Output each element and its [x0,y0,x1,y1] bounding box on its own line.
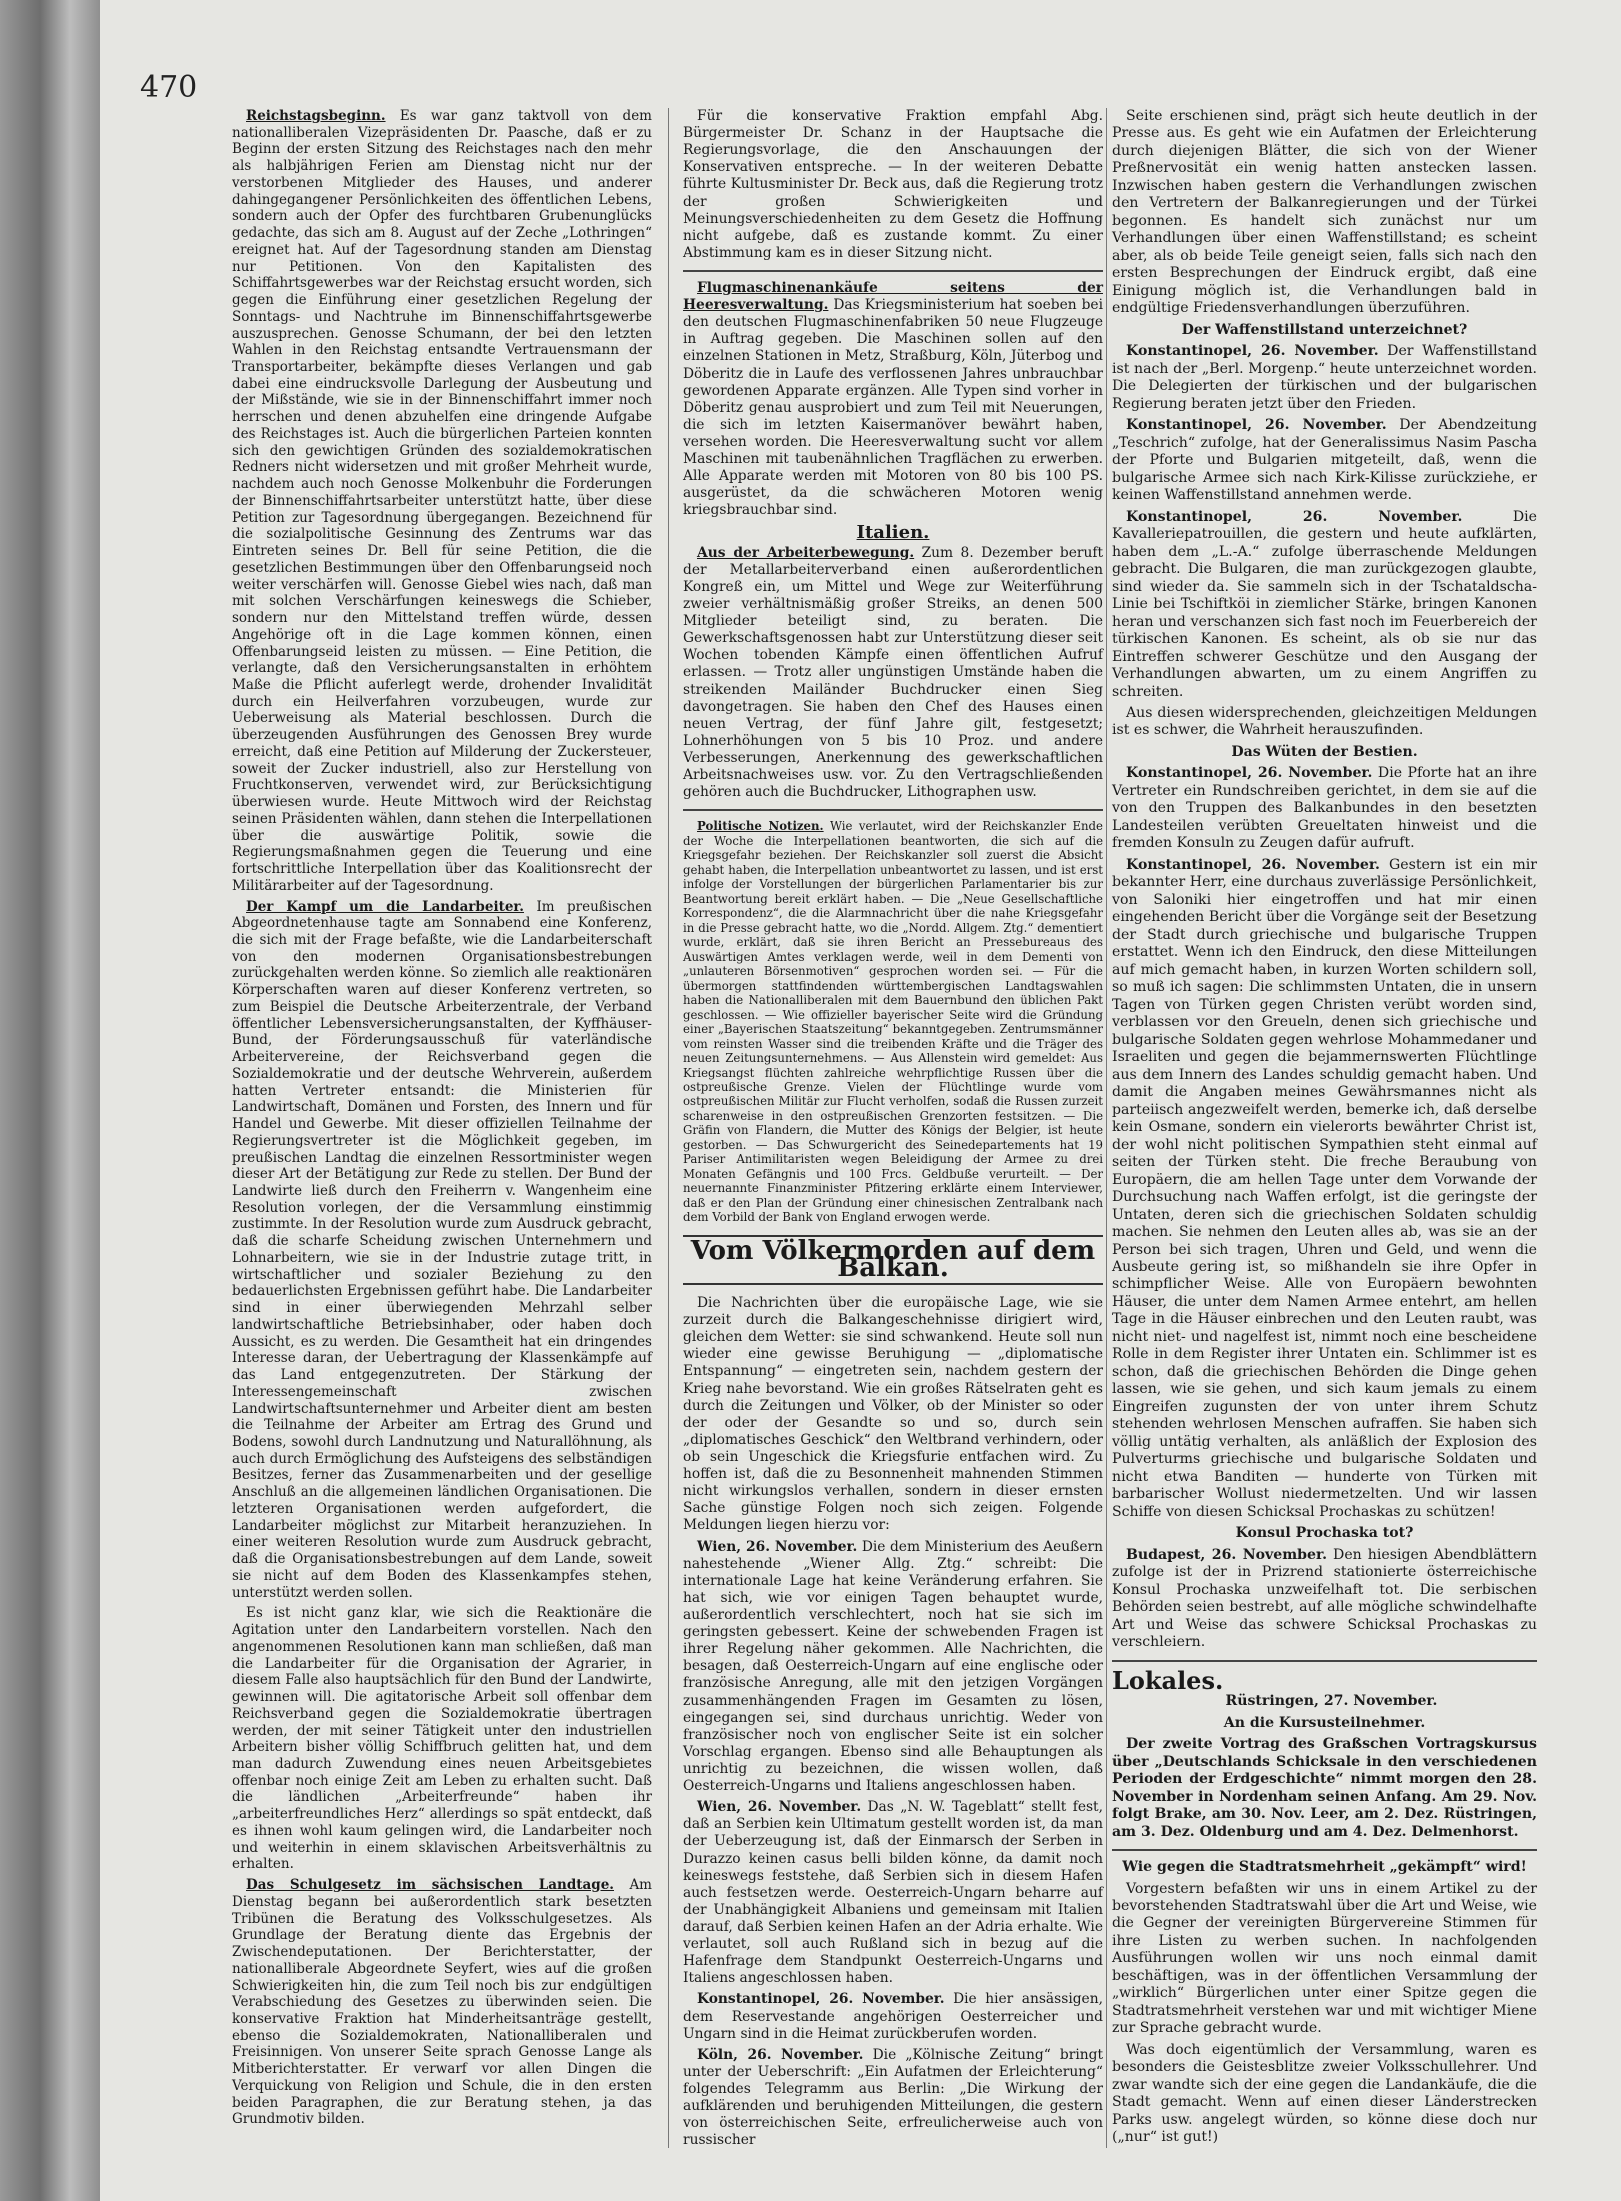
article-italien [683,545,1103,802]
article-lead: Aus der Arbeiterbewegung. [697,544,915,561]
dispatch-dateline: Konstantinopel, 26. November. [1126,856,1380,873]
article-landarbeiter-2 [232,1605,652,1873]
article-text: Es war ganz taktvoll von dem nationalliberalen Vizepräsidenten Dr. Paasche, daß er zu Beginn der ersten Sitzung des Reichstages nach den mehr als halbjährigen Ferien am Dienstag nicht nur der verstorbenen Mitglieder des Hauses, und anderer dahingegangener Persönlichkeiten des öffentlichen Lebens, sondern auch der Opfer des furchtbaren Grubenunglücks gedachte, das sich am 8. August auf der Zeche „Lothringen“ ereignet hat. Auf der Tagesordnung standen am Dienstag nur Petitionen. Von den Kapitalisten des Schiffahrtsgewerbes war der Reichstag ersucht worden, sich gegen die Einführung einer gesetzlichen Regelung der Sonntags- und Nachtruhe im Binnenschiffahrtsgewerbe auszusprechen. Genosse Schumann, der bei den letzten Wahlen in den Reichstag entsandte Vertrauensmann der Transportarbeiter, bekämpfte dieses Verlangen und gab dabei eine eindrucksvolle Darlegung der Ausbeutung und der Mißstände, wie sie in der Binnenschiffahrt immer noch herrschen und denen abzuhelfen eine dringende Aufgabe des Reichstages ist. Auch die bürgerlichen Parteien konnten sich den gewichtigen Gründen des sozialdemokratischen Redners nicht widersetzen und mit großer Mehrheit wurde, nachdem auch noch Genosse Molkenbuhr die Forderungen der Binnenschiffahrtsarbeiter unterstützt hatte, über diese Petition zur Tagesordnung übergegangen. Bezeichnend für die sozialpolitische Gesinnung des Zentrums war das Eintreten seines Dr. Bell für seine Petition, die die gesetzlichen Bestimmungen über den Offenbarungseid noch weiter verschärfen will. Genosse Giebel wies nach, daß man mit solchen Verschärfungen keineswegs die Schieber, sondern nur den Mittelstand treffen würde, dessen Angehörige oft in die Lage kommen können, einen Offenbarungseid leisten zu müssen. — Eine Petition, die verlangte, daß den Versicherungsanstalten in erhöhtem Maße die Pflicht auferlegt werde, drohender Invalidität durch ein Heilverfahren vorzubeugen, wurde zur Ueberweisung als Material beschlossen. Durch die überzeugenden Ausführungen des Genossen Brey wurde erreicht, daß eine Petition auf Milderung der Zuckersteuer, soweit der Zucker industriell, also zur Herstellung von Fruchtkonserven, verwendet wird, zur Berücksichtigung überwiesen wurde. Heute Mittwoch wird der Reichstag seinen Präsidenten wählen, dann stehen die Interpellationen über die auswärtige Politik, sowie die Regierungsmaßnahmen gegen die Teuerung und eine fortschrittliche Interpellation über das Koalitionsrecht der Militärarbeiter auf der Tagesordnung. [232,108,652,894]
divider [683,270,1103,272]
article-lead: Das Schulgesetz im sächsischen Landtage. [246,1877,614,1894]
subheading-stadtrat: Wie gegen die Stadtratsmehrheit „gekämpft“ wird! [1122,1859,1527,1876]
article-schulgesetz [232,1877,652,2128]
article-notizen [683,819,1103,1225]
article-stadtrat: Vorgestern befaßten wir uns in einem Artikel zu der bevorstehenden Stadtratswahl über die Art und Weise, wie die Gegner der vereinigten Bürgervereine Stimmen für ihre Listen zu werben suchen. In nachfolgenden Ausführungen wollen wir uns noch einmal damit beschäftigen, was in der öffentlichen Versammlung der „wirklich“ Bürgerlichen unter einer Spitze gegen die Stadtratsmehrheit verstehen war und mit wichtiger Miene zur Sprache gebracht wurde. [1112,1880,1537,2037]
column-1 [232,108,652,2132]
dispatch-dateline: Konstantinopel, 26. November. [1126,417,1387,434]
dispatch-koeln [683,2047,1103,2150]
dispatch-wien-1 [683,1539,1103,1796]
subheading-kurs: An die Kursusteilnehmer. [1223,1714,1426,1731]
page-number: 470 [140,70,198,105]
article-lead: Politische Notizen. [697,819,824,834]
dispatch-text: Die Kavalleriepatrouillen, die gestern und heute aufklärten, haben dem „L.-A.“ zufolge überraschende Meldungen gebracht. Die Bulgaren, die man zurückgezogen glaubte, sind wieder da. Sie sammeln sich in der Tschataldscha-Linie bei Tschiftköi in ziemlicher Stärke, bringen Kanonen heran und verschanzen sich fast noch im Feuerbereich der türkischen Kanonen. Es scheint, als ob sie nur das Eintreffen schwerer Geschütze und den Ausgang der Verhandlungen abwarten, um zu einem Angriffen zu schreiten. [1112,508,1537,700]
dispatch-wien-2 [683,1799,1103,1987]
article-flugmaschinen [683,280,1103,520]
dispatch-dateline: Wien, 26. November. [697,1799,862,1816]
dispatch-text: Die „Kölnische Zeitung“ bringt unter der Ueberschrift: „Ein Aufatmen der Erleichterung“ folgendes Telegramm aus Berlin: „Die Wirkung der aufklärenden und beruhigenden Mitteilungen, die gestern von österreichischen Seite, erfreulicherweise auch von russischer [683,2046,1103,2149]
article-text: Am Dienstag begann bei außerordentlich stark besetzten Tribünen die Beratung des Volksschulgesetzes. Als Grundlage der Beratung diente das Ergebnis der Zwischendeputationen. Der Berichterstatter, der nationalliberale Abgeordnete Seyfert, wies auf die großen Schwierigkeiten hin, die zum Teil noch bis zur endgültigen Verabschiedung des Gesetzes zu überwinden seien. Die konservative Fraktion hat Minderheitsanträge gestellt, ebenso die Sozialdemokraten, Nationalliberalen und Freisinnigen. Von unserer Seite sprach Genosse Lange als Mitberichterstatter. Er verwarf vor allen Dingen die Verquickung von Religion und Schule, die in den ersten beiden Paragraphen, die zur Beratung stehen, ja das Grundmotiv bilden. [232,1877,652,2128]
article-stadtrat-2: Was doch eigentümlich der Versammlung, waren es besonders die Geistesblitze zweier Volksschullehrer. Und zwar wandte sich der eine gegen die Landankäufe, die die Stadt gemacht. Wenn auf einen dieser Länderstrecken Parks usw. angelegt würden, so könne diese doch nur („nur“ ist gut!) [1112,2041,1537,2146]
dispatch-text: Die Pforte hat an ihre Vertreter ein Rundschreiben gerichtet, in dem sie auf die von den Truppen des Balkanbundes in den besetzten Landesteilen verübten Greueltaten hinweist und die fremden Konsuln zu Zeugen dafür aufruft. [1112,765,1537,852]
column-2 [683,108,1103,2153]
dispatch-konstantinopel-5 [1112,765,1537,852]
dispatch-konstantinopel-3 [1112,417,1537,504]
divider [1112,1660,1537,1662]
divider [683,809,1103,811]
article-kurs: Der zweite Vortrag des Graßschen Vortragskursus über „Deutschlands Schicksale in den verschiedenen Perioden der Erdgeschichte“ nimmt morgen den 28. November in Nordenham seinen Anfang. Am 29. Nov. folgt Brake, am 30. Nov. Leer, am 2. Dez. Rüstringen, am 3. Dez. Oldenburg und am 4. Dez. Delmenhorst. [1112,1736,1537,1840]
dispatch-budapest [1112,1547,1537,1652]
article-lead: Reichstagsbeginn. [246,108,386,124]
dispatch-text: Der Abendzeitung „Teschrich“ zufolge, hat der Generalissimus Nasim Pascha der Pforte und Bulgarien mitgeteilt, daß, wenn die bulgarische Armee sich nach Kirk-Kilisse zurückziehe, er keinen Waffenstillstand annehmen werde. [1112,417,1537,504]
dispatch-dateline: Konstantinopel, 26. November. [697,1991,945,2008]
article-text: Das Kriegsministerium hat soeben bei den deutschen Flugmaschinenfabriken 50 neue Flugzeuge in Auftrag gegeben. Die Maschinen sollen auf den einzelnen Stationen in Metz, Straßburg, Köln, Jüterbog und Döberitz die in Laufe des verflossenen Jahres unbrauchbar gewordenen Apparate ergänzen. Alle Typen sind vorher in Döberitz genau ausprobiert und zum Teil mit Neuerungen, die sich im letzten Kaisermanöver bewährt haben, versehen worden. Die Heeresverwaltung sucht vor allem Maschinen mit taubenähnlichen Tragflächen zu erwerben. Alle Apparate werden mit Motoren von 80 bis 100 PS. ausgerüstet, da die schwächeren Motoren wenig kriegsbrauchbar sind. [683,297,1103,519]
dispatch-text: Die hier ansässigen, dem Reservestande angehörigen Oesterreicher und Ungarn sind in die Heimat zurückberufen worden. [683,1991,1103,2042]
article-landarbeiter [232,899,652,1602]
dispatch-konstantinopel-2 [1112,343,1537,413]
section-heading-balkan: Vom Völkermorden auf dem Balkan. [683,1235,1103,1285]
subheading-bestien: Das Wüten der Bestien. [1231,743,1418,760]
article-text: Im preußischen Abgeordnetenhause tagte am Sonnabend eine Konferenz, die sich mit der Frage befaßte, wie die Landarbeiterschaft von den modernen Organisationsbestrebungen zurückgehalten werden könne. So ziemlich alle reaktionären Körperschaften waren auf dieser Konferenz vertreten, so zum Beispiel die Deutsche Arbeiterzentrale, der Verband öffentlicher Lebensversicherungsanstalten, der Kyffhäuser-Bund, der Förderungsausschuß für vaterländische Arbeitervereine, der Reichsverband gegen die Sozialdemokratie und der deutsche Wehrverein, außerdem hatten Vertreter entsandt: die Ministerien für Landwirtschaft, Domänen und Forsten, des Innern und für Handel und Gewerbe. Mit dieser offiziellen Teilnahme der Regierungsvertreter ist die Möglichkeit gegeben, im preußischen Landtag die einzelnen Ressortminister wegen dieser Art der Betätigung zur Rede zu stellen. Der Bund der Landwirte ließ durch den Freiherrn v. Wangenheim eine Resolution vorlegen, der die Versammlung einstimmig zustimmte. In der Resolution wurde zum Ausdruck gebracht, daß die scharfe Scheidung zwischen Unternehmern und Lohnarbeitern, wie sie in der Industrie zutage tritt, in wirtschaftlicher und sozialer Beziehung zu den bedauerlichsten Ergebnissen geführt habe. Die Landarbeiter sind in einer überwiegenden Mehrzahl selber landwirtschaftliche Betriebsinhaber, oder haben doch Aussicht, es zu werden. Die Gesamtheit hat ein dringendes Interesse daran, der Uebertragung der Klassenkämpfe auf das Land entgegenzutreten. Der Stärkung der Interessengemeinschaft zwischen Landwirtschaftsunternehmer und Arbeiter dient am besten die Teilnahme der Arbeiter am Ertrag des Grund und Bodens, sowohl durch Landnutzung und Naturallöhnung, als auch durch Ermöglichung des Aufsteigens des selbständigen Besitzes, ferner das Zusammenarbeiten und der gesellige Anschluß an die allgemeinen ländlichen Organisationen. Die letzteren Organisationen werden aufgefordert, die Landarbeiter möglichst zur Mitarbeit heranzuziehen. In einer weiteren Resolution wurde zum Ausdruck gebracht, daß die Organisationsbestrebungen auf dem Lande, soweit sie nicht auf dem Boden des Klassenkampfes stehen, unterstützt werden sollen. [232,898,652,1601]
dispatch-konstantinopel-6 [1112,857,1537,1521]
column-3 [1112,108,1537,2151]
dispatch-dateline: Köln, 26. November. [697,2046,864,2063]
column-rule-2 [1106,108,1107,2148]
dispatch-text: Der Waffenstillstand ist nach der „Berl. Morgenp.“ heute unterzeichnet worden. Die Delegierten der türkischen und der bulgarischen Regierung beraten jetzt über den Frieden. [1112,343,1537,412]
dispatch-text: Die dem Ministerium des Aeußern nahestehende „Wiener Allg. Ztg.“ schreibt: Die internationale Lage hat keine Veränderung erfahren. Sie hat sich, wie vor einigen Tagen behauptet wurde, außerordentlich verschlechtert, noch hat sie sich im geringsten gebessert. Keine der schwebenden Fragen ist ihrer Regelung näher gekommen. Alle Nachrichten, die besagen, daß Oesterreich-Ungarn auf eine englische oder französische Anregung, alle mit den jetzigen Vorgängen zusammenhängenden Fragen im Gesamten zu lösen, eingegangen sei, sind durchaus unrichtig. Weder von französischer noch von englischer Seite ist ein solcher Vorschlag ergangen. Ebenso sind alle Behauptungen als unrichtig zu bezeichnen, die wissen wollen, daß Oesterreich-Ungarns und Italiens angeschlossen haben. [683,1538,1104,1795]
dispatch-dateline: Konstantinopel, 26. November. [1126,508,1463,525]
dispatch-konstantinopel-1 [683,1991,1103,2042]
article-text: Wie verlautet, wird der Reichskanzler Ende der Woche die Interpellationen beantworten, die sich auf die Kriegsgefahr beziehen. Der Reichskanzler soll zuerst die Absicht gehabt haben, die Interpellation unbeantwortet zu lassen, und ist erst infolge der Vorstellungen der bürgerlichen Parlamentarier bis zur Beantwortung bereit erklärt haben. — Die „Neue Gesellschaftliche Korrespondenz“, die die Alarmnachricht über die nahe Kriegsgefahr in die Presse gebracht hatte, wo die „Nordd. Allgem. Ztg.“ dementiert wurde, erklärt, daß sie ihren Bericht an Pressebureaus des Auswärtigen Amtes verklagen werde, weil in dem Dementi von „unlauteren Börsenmotiven“ gesprochen worden sei. — Für die übermorgen stattfindenden württembergischen Landtagswahlen haben die Nationalliberalen mit dem Bauernbund den üblichen Pakt geschlossen. — Wie offizieller bayerischer Seite wird die Gründung einer „Bayerischen Staatszeitung“ bekanntgegeben. Zentrumsmänner vom reinsten Wasser sind die treibenden Kräfte und die Träger des neuen Zeitungsunternehmens. — Aus Allenstein wird gemeldet: Aus Kriegsangst flüchten zahlreiche wehrpflichtige Russen über die ostpreußische Grenze. Vielen der Flüchtlinge wurde vom ostpreußischen Militär zur Flucht verholfen, sodaß die Russen zurzeit scharenweise in den ostpreußischen Grenzorten festsitzen. — Die Gräfin von Flandern, die Mutter des Königs der Belgier, ist heute gestorben. — Das Schwurgericht des Seinedepartements hat 19 Pariser Antimilitaristen wegen Beleidigung der Armee zu drei Monaten Gefängnis und 100 Frcs. Geldbuße verurteilt. — Der neuernannte Finanzminister Pfitzering erklärte einem Interviewer, daß er den Plan der Gründung einer chinesischen Zentralbank nach dem Vorbild der Bank von England erwogen werde. [683,819,1103,1225]
koeln-cont: Seite erschienen sind, prägt sich heute deutlich in der Presse aus. Es geht wie ein Aufatmen der Erleichterung durch diejenigen Blätter, die sich von der Wiener Preßnervosität ein wenig hatten anstecken lassen. Inzwischen haben gestern die Verhandlungen zwischen den Vertretern der Balkanregierungen und der Türkei begonnen. Es handelt sich zunächst nur um Verhandlungen über einen Waffenstillstand; es scheint aber, als ob beide Teile geneigt seien, falls sich nach den ersten Besprechungen der Eindruck ergibt, daß eine Einigung möglich ist, die Verhandlungen bald in endgültige Friedensverhandlungen überzuführen. [1112,108,1537,317]
article-text: Es ist nicht ganz klar, wie sich die Reaktionäre die Agitation unter den Landarbeitern vorstellen. Nach den angenommenen Resolutionen kann man schließen, daß man die Landarbeiter für die Organisation der Agrarier, in diesem Falle also hauptsächlich für den Bund der Landwirte, gewinnen will. Die agitatorische Arbeit soll offenbar dem Reichsverband gegen die Sozialdemokratie übertragen werden, der mit seiner Tätigkeit unter den industriellen Arbeitern bisher völlig Schiffbruch gelitten hat, und dem man dadurch Zuwendung eines neuen Arbeitsgebietes offenbar noch einige Zeit am Leben zu erhalten sucht. Daß die ländlichen „Arbeiterfreunde“ haben ihr „arbeiterfreundliches Herz“ allerdings so spät entdeckt, daß es ihnen wohl kaum gelingen wird, die Landarbeiter noch und weiterhin in einem sklavischen Arbeitsverhältnis zu erhalten. [232,1605,652,1873]
dispatch-dateline: Budapest, 26. November. [1126,1546,1327,1563]
dispatch-text: Den hiesigen Abendblättern zufolge ist der in Prizrend stationierte österreichische Konsul Prochaska unzweifelhaft tot. Die serbischen Behörden seien bestrebt, auf alle mögliche schwindelhafte Art und Weise das schwere Schicksal Prochaskas zu verschleiern. [1112,1546,1537,1651]
schulgesetz-cont: Für die konservative Fraktion empfahl Abg. Bürgermeister Dr. Schanz in der Hauptsache die Regierungsvorlage, die den Anschauungen der Konservativen entspreche. — In der weiteren Debatte führte Kultusminister Dr. Beck aus, daß die Regierung trotz der großen Schwierigkeiten und Meinungsverschiedenheiten zu dem Gesetz die Hoffnung nicht aufgebe, daß es zustande kommt. Zu einer Abstimmung kam es in dieser Sitzung nicht. [683,108,1103,261]
subheading-waffenstillstand: Der Waffenstillstand unterzeichnet? [1181,321,1468,338]
dispatch-dateline: Wien, 26. November. [697,1538,858,1555]
lokales-dateline: Rüstringen, 27. November. [1225,1693,1438,1710]
article-lead: Flugmaschinenankäufe seitens der Heeresverwaltung. [683,279,1103,314]
article-text: Zum 8. Dezember beruft der Metallarbeiterverband einen außerordentlichen Kongreß ein, um Mittel und Wege zur Weiterführung zweier verhältnismäßig großer Streiks, an denen 500 Mitglieder beteiligt sind, zu beraten. Die Gewerkschaftsgenossen habt zur Unterstützung dieser seit Wochen tobenden Kämpfe einen öffentlichen Aufruf erlassen. — Trotz aller ungünstigen Umstände haben die streikenden Mailänder Buchdrucker einen Sieg davongetragen. Sie haben den Chef des Hauses einen neuen Vertrag, der fünf Jahre gilt, festgesetzt; Lohnerhöhungen von 5 bis 10 Proz. und andere Verbesserungen, Anerkennung des gewerkschaftlichen Arbeitsnachweises usw. vor. Zu den Vertragschließenden gehören auch die Buchdrucker, Lithographen usw. [683,544,1103,801]
article-balkan: Die Nachrichten über die europäische Lage, wie sie zurzeit durch die Balkangeschehnisse dirigiert wird, gleichen dem Wetter: sie sind schwankend. Heute soll nun wieder eine gewisse Beruhigung — „diplomatische Entspannung“ — eingetreten sein, nachdem gestern der Krieg nahe bevorstand. Wie ein großes Rätselraten geht es durch die Zeitungen und Völker, ob der Minister so oder der oder der Gesandte so und so, durch sein „diplomatisches Geschick“ den Weltbrand verhindern, oder ob sein Ungeschick die Kriegsfurie entfachen wird. Zu hoffen ist, daß die zu Besonnenheit mahnenden Stimmen nicht wirkungslos verhallen, sondern in dieser ernsten Sache günstige Folgen noch sich zeigen. Folgende Meldungen liegen hierzu vor: [683,1295,1103,1534]
dispatch-dateline: Konstantinopel, 26. November. [1126,343,1379,360]
book-binding [0,0,100,2201]
article-reichstag [232,108,652,895]
divider [1112,1849,1537,1851]
section-heading-italien: Italien. [856,521,930,543]
dispatch-text: Gestern ist ein mir bekannter Herr, eine durchaus zuverlässige Persönlichkeit, von Saloniki hier eingetroffen und hat mir einen eingehenden Bericht über die Vorgänge seit der Besetzung der Stadt durch griechische und bulgarische Truppen erstattet. Wenn ich den Eindruck, den diese Mitteilungen auf mich gemacht haben, in kurzen Worten schildern soll, so muß ich sagen: Die schlimmsten Untaten, die in unsern Tagen von Türken gegen Christen verübt worden sind, verblassen vor den Greueln, denen sich griechische und bulgarische Soldaten gegen wehrlose Mohammedaner und Israeliten und gegen die bejammernswerten Flüchtlinge aus dem Innern des Landes schuldig gemacht haben. Und damit die Angaben meines Gewährsmannes nicht als parteiisch angezweifelt werden, bemerke ich, daß derselbe kein Osmane, sondern ein vielerorts bewährter Christ ist, der wohl nicht politischen Sympathien steht einmal auf seiten der Türken steht. Die freche Beraubung von Europäern, die am hellen Tage unter dem Vorwande der Durchsuchung nach Waffen erfolgt, ist die geringste der Untaten, deren sich die griechischen Soldaten schuldig machen. Sie nehmen den Leuten alles ab, was sie an der Person bei sich tragen, Uhren und Geld, und wenn die Ausbeute gering ist, so mißhandeln sie ihre Opfer in schimpflicher Weise. Alle von Europäern bewohnten Häuser, die unter dem Namen Armee entehrt, am hellen Tage in die Häuser einbrechen und den Leuten raubt, was nicht niet- und nagelfest ist, nimmt noch eine bescheidene Rolle in dem Register ihrer Untaten ein. Schlimmer ist es schon, daß die griechischen Behörden die Dinge gehen lassen, wie sie gehen, und sich kaum jemals zu einem Eingreifen zugunsten der von unter ihrem Schutz stehenden wehrlosen Menschen aufraffen. Sie haben sich völlig untätig verhalten, als anläßlich der Explosion des Pulverturms griechische und bulgarische Soldaten und nicht etwa Banditen — hunderte von Türken mit barbarischer Wollust niedermetzelten. Und wir lassen Schiffe von diesen Schicksal Prochaskas zu schützen! [1112,856,1537,1520]
dispatch-konstantinopel-4 [1112,509,1537,701]
article-lead: Der Kampf um die Landarbeiter. [246,898,524,915]
dispatch-dateline: Konstantinopel, 26. November. [1126,765,1373,782]
dispatch-text: Das „N. W. Tageblatt“ stellt fest, daß an Serbien kein Ultimatum gestellt worden ist, da man der Ueberzeugung ist, daß der Einmarsch der Serben in Durazzo keinen casus belli bilden könne, da damit noch keineswegs feststehe, daß Serbien sich in diesem Hafen auch festsetzen werde. Oesterreich-Ungarn beharre auf der Unabhängigkeit Albaniens und gemeinsam mit Italien darauf, daß Serbien keinen Hafen an der Adria erhalte. Wie verlautet, soll auch Rußland sich in bezug auf die Hafenfrage dem Standpunkt Oesterreich-Ungarns und Italiens angeschlossen haben. [683,1799,1103,1987]
subheading-prochaska: Konsul Prochaska tot? [1235,1525,1414,1542]
column-rule-1 [668,108,669,2148]
section-heading-lokales: Lokales. [1112,1665,1224,1695]
dispatch-tail: Aus diesen widersprechenden, gleichzeitigen Meldungen ist es schwer, die Wahrheit herauszufinden. [1112,704,1537,739]
